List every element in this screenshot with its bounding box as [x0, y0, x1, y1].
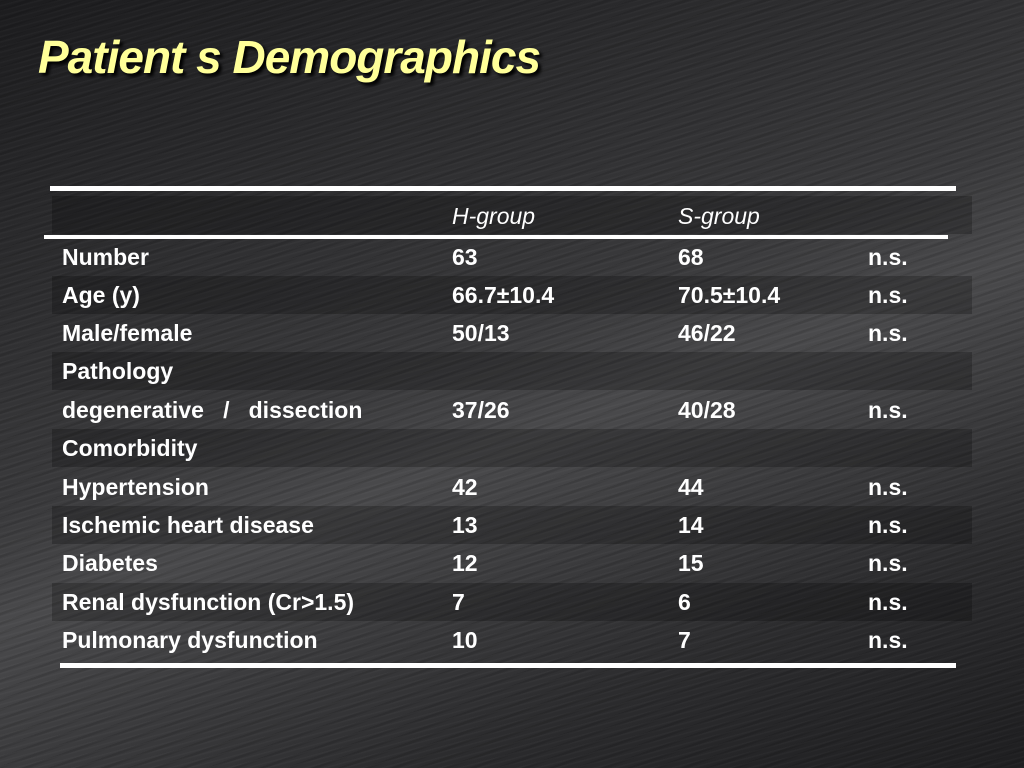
h-group-value: 42 [452, 474, 478, 500]
row-label: Pulmonary dysfunction [62, 627, 318, 653]
h-group-value: 7 [452, 589, 465, 615]
significance-value: n.s. [868, 282, 908, 308]
s-group-value: 7 [678, 627, 691, 653]
table-row [0, 352, 1024, 390]
s-group-value: 14 [678, 512, 704, 538]
table-row [0, 429, 1024, 467]
s-group-value: 40/28 [678, 397, 736, 423]
h-group-value: 63 [452, 244, 478, 270]
slide-title: Patient s Demographics [38, 31, 541, 83]
significance-value: n.s. [868, 397, 908, 423]
table-row [0, 468, 1024, 506]
table-row [0, 583, 1024, 621]
significance-value: n.s. [868, 550, 908, 576]
s-group-value: 46/22 [678, 320, 736, 346]
table-header-row [0, 196, 1024, 234]
table-row [0, 544, 1024, 582]
s-group-value: 44 [678, 474, 704, 500]
table-row [0, 238, 1024, 276]
s-group-value: 15 [678, 550, 704, 576]
row-label: Renal dysfunction (Cr>1.5) [62, 589, 355, 615]
table-row [0, 314, 1024, 352]
table-row [0, 621, 1024, 659]
section-label: Comorbidity [62, 435, 198, 461]
significance-value: n.s. [868, 512, 908, 538]
h-group-value: 13 [452, 512, 478, 538]
row-label: Hypertension [62, 474, 209, 500]
significance-value: n.s. [868, 589, 908, 615]
significance-value: n.s. [868, 627, 908, 653]
row-label: Age (y) [62, 282, 140, 308]
row-label: Number [62, 244, 149, 270]
row-label: degenerative / dissection [62, 397, 363, 423]
significance-value: n.s. [868, 244, 908, 270]
s-group-value: 70.5±10.4 [678, 282, 781, 308]
row-label: Ischemic heart disease [62, 512, 314, 538]
significance-value: n.s. [868, 474, 908, 500]
s-group-value: 68 [678, 244, 704, 270]
column-header-h-group: H-group [452, 203, 536, 229]
row-label: Diabetes [62, 550, 158, 576]
table-row [0, 391, 1024, 429]
h-group-value: 10 [452, 627, 478, 653]
column-header-s-group: S-group [678, 203, 760, 229]
section-label: Pathology [62, 358, 174, 384]
table-row [0, 276, 1024, 314]
h-group-value: 66.7±10.4 [452, 282, 555, 308]
row-label: Male/female [62, 320, 193, 346]
table-row [0, 506, 1024, 544]
h-group-value: 37/26 [452, 397, 510, 423]
s-group-value: 6 [678, 589, 691, 615]
h-group-value: 50/13 [452, 320, 510, 346]
significance-value: n.s. [868, 320, 908, 346]
h-group-value: 12 [452, 550, 478, 576]
